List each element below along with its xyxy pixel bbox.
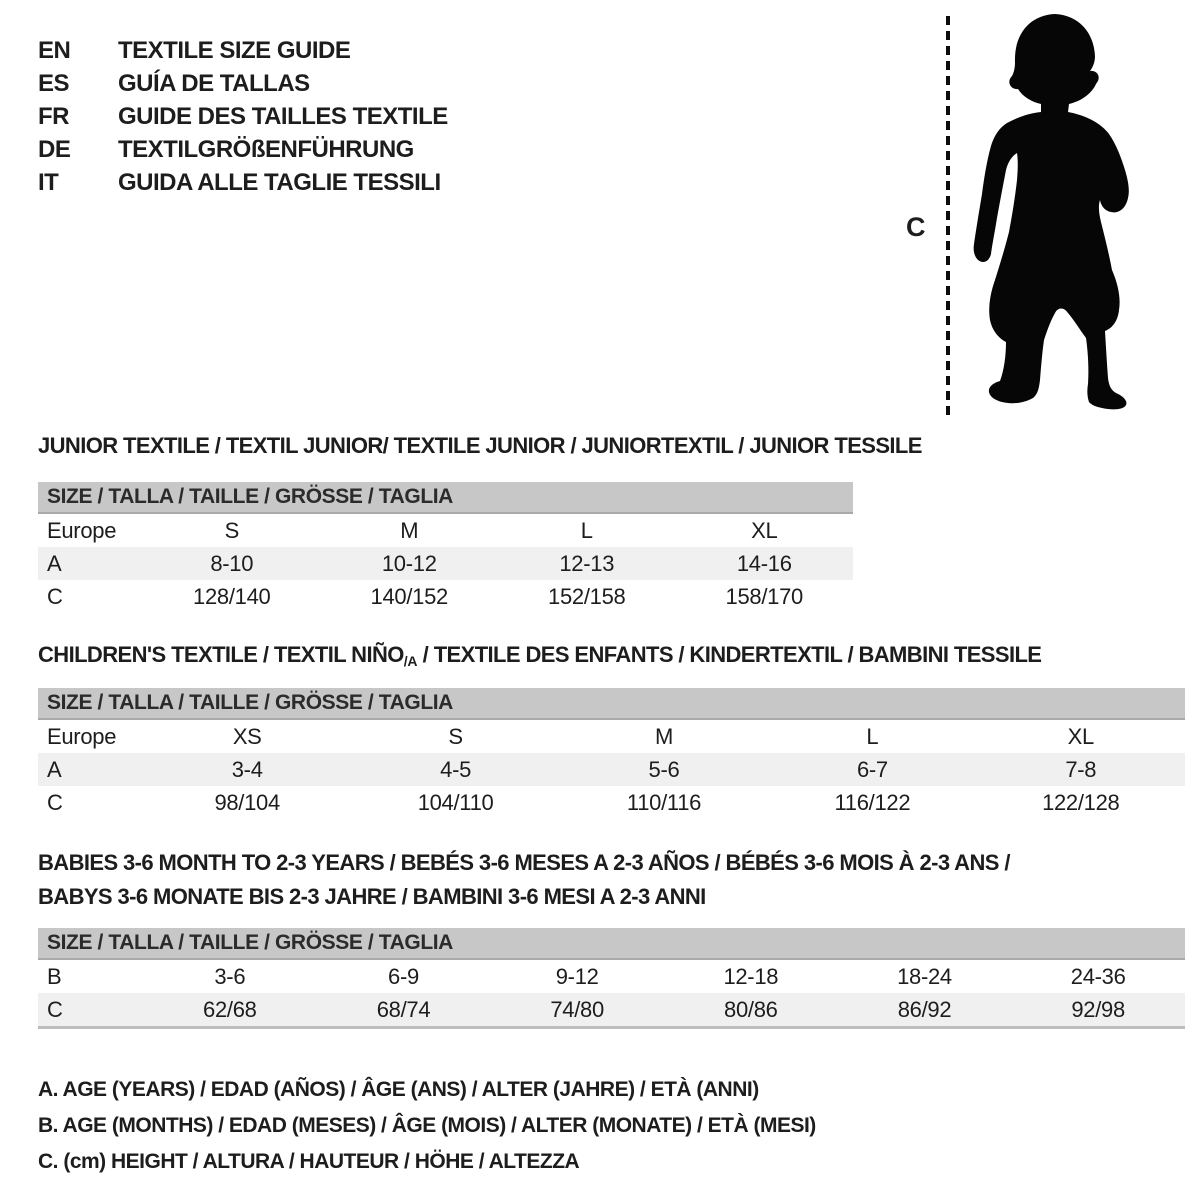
row-label: C [47, 583, 63, 609]
table-cell: 10-12 [381, 550, 437, 576]
babies-section-title [38, 846, 1010, 914]
row-label: Europe [47, 517, 117, 543]
table-row-b [38, 960, 1185, 993]
table-cell: 158/170 [725, 583, 803, 609]
language-code: IT [38, 168, 59, 196]
table-row-c [38, 580, 853, 613]
table-row-c [38, 993, 1185, 1026]
table-cell: 122/128 [1042, 789, 1120, 815]
children-table [38, 720, 1185, 819]
babies-table [38, 960, 1185, 1029]
table-cell: 8-10 [210, 550, 254, 576]
table-cell: 9-12 [555, 963, 599, 989]
row-label: A [47, 550, 62, 576]
children-title-suffix: / TEXTILE DES ENFANTS / KINDERTEXTIL / BAMBINI TESSILE [417, 642, 1042, 667]
legend [38, 1072, 816, 1180]
table-cell: L [580, 517, 593, 543]
table-cell: 152/158 [548, 583, 626, 609]
table-row-europe [38, 720, 1185, 753]
table-cell: 116/122 [834, 789, 911, 815]
table-cell: 4-5 [440, 756, 472, 782]
language-row-en [38, 34, 448, 67]
row-label: B [47, 963, 62, 989]
height-measure-label: C [906, 212, 926, 242]
table-row-europe [38, 514, 853, 547]
table-cell: 14-16 [736, 550, 792, 576]
junior-table [38, 514, 853, 613]
junior-table-header: SIZE / TALLA / TAILLE / GRÖSSE / TAGLIA [38, 482, 853, 514]
table-cell: 3-4 [231, 756, 263, 782]
table-cell: 3-6 [214, 963, 246, 989]
babies-title-line2: BABYS 3-6 MONATE BIS 2-3 JAHRE / BAMBINI 3-6 MESI A 2-3 ANNI [38, 884, 706, 909]
table-cell: S [224, 517, 239, 543]
table-cell: 128/140 [193, 583, 271, 609]
table-cell: 110/116 [626, 789, 702, 815]
children-title-sub: /A [403, 653, 418, 669]
children-table-header: SIZE / TALLA / TAILLE / GRÖSSE / TAGLIA [38, 688, 1185, 720]
table-cell: 92/98 [1071, 996, 1125, 1022]
language-row-de [38, 133, 448, 166]
babies-table-header: SIZE / TALLA / TAILLE / GRÖSSE / TAGLIA [38, 928, 1185, 960]
language-row-it [38, 166, 448, 199]
children-title-prefix: CHILDREN'S TEXTILE / TEXTIL NIÑO [38, 642, 404, 667]
row-label: C [47, 789, 63, 815]
language-code: DE [38, 135, 71, 163]
row-label: C [47, 996, 63, 1022]
table-cell: XS [232, 723, 262, 749]
language-code: EN [38, 36, 71, 64]
language-row-fr [38, 100, 448, 133]
table-cell: S [448, 723, 463, 749]
table-cell: 86/92 [897, 996, 952, 1022]
table-cell: 24-36 [1070, 963, 1126, 989]
table-cell: 5-6 [648, 756, 680, 782]
language-title-list [38, 34, 448, 199]
table-cell: 12-13 [559, 550, 615, 576]
table-cell: 7-8 [1065, 756, 1097, 782]
guide-title-de: TEXTILGRÖßENFÜHRUNG [118, 135, 414, 163]
guide-title-it: GUIDA ALLE TAGLIE TESSILI [118, 168, 441, 196]
row-label: A [47, 756, 62, 782]
table-cell: M [400, 517, 419, 543]
table-cell: 18-24 [897, 963, 952, 989]
children-section-title [38, 642, 1041, 669]
table-cell: 6-9 [388, 963, 419, 989]
table-cell: 68/74 [376, 996, 431, 1022]
table-cell: 140/152 [370, 583, 448, 609]
table-cell: 12-18 [723, 963, 779, 989]
legend-line-c: C. (cm) HEIGHT / ALTURA / HAUTEUR / HÖHE / ALTEZZA [38, 1150, 580, 1173]
guide-title-fr: GUIDE DES TAILLES TEXTILE [118, 102, 448, 130]
table-cell: L [866, 723, 879, 749]
table-row-a [38, 547, 853, 580]
height-measure-dashed-line [946, 16, 950, 416]
table-cell: 6-7 [856, 756, 888, 782]
language-code: ES [38, 69, 70, 97]
table-cell: 80/86 [724, 996, 778, 1022]
guide-title-en: TEXTILE SIZE GUIDE [118, 36, 351, 64]
guide-title-es: GUÍA DE TALLAS [118, 69, 310, 97]
table-cell: 98/104 [214, 789, 280, 815]
toddler-silhouette-icon [962, 10, 1140, 412]
language-code: FR [38, 102, 69, 130]
babies-title-line1: BABIES 3-6 MONTH TO 2-3 YEARS / BEBÉS 3-6 MESES A 2-3 AÑOS / BÉBÉS 3-6 MOIS À 2-3 ANS / [38, 850, 1010, 875]
table-cell: 104/110 [417, 789, 494, 815]
table-cell: M [654, 723, 673, 749]
table-cell: XL [751, 517, 778, 543]
table-cell: 74/80 [550, 996, 604, 1022]
row-label: Europe [47, 723, 117, 749]
language-row-es [38, 67, 448, 100]
table-row-a [38, 753, 1185, 786]
table-cell: 62/68 [203, 996, 257, 1022]
junior-section-title: JUNIOR TEXTILE / TEXTIL JUNIOR/ TEXTILE JUNIOR / JUNIORTEXTIL / JUNIOR TESSILE [38, 433, 922, 458]
legend-line-b: B. AGE (MONTHS) / EDAD (MESES) / ÂGE (MOIS) / ALTER (MONATE) / ETÀ (MESI) [38, 1114, 816, 1137]
legend-line-a: A. AGE (YEARS) / EDAD (AÑOS) / ÂGE (ANS) / ALTER (JAHRE) / ETÀ (ANNI) [38, 1078, 759, 1101]
table-cell: XL [1067, 723, 1094, 749]
table-row-c [38, 786, 1185, 819]
